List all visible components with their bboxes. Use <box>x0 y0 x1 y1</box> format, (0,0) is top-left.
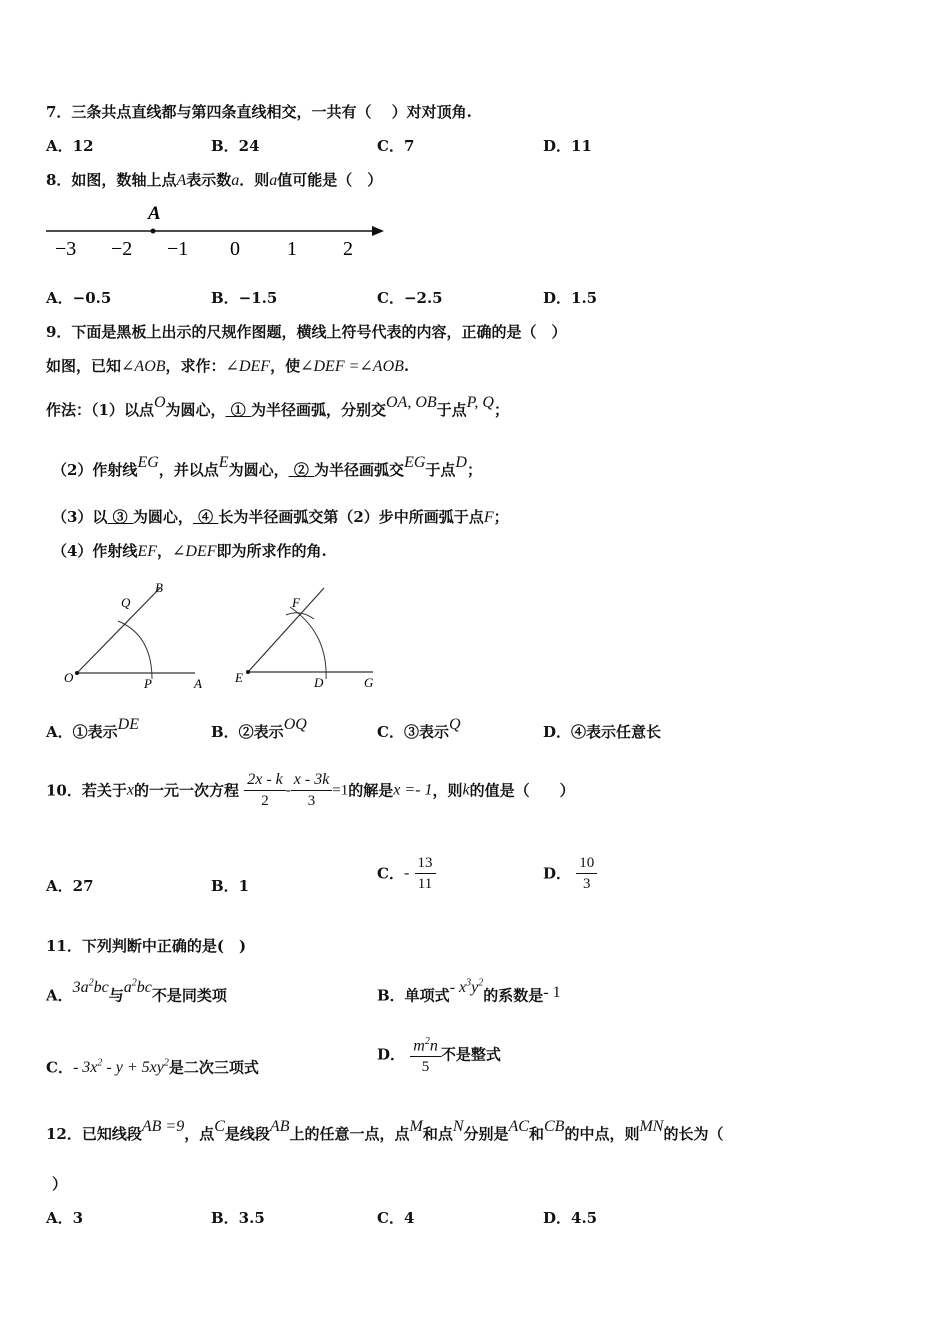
q8-option-b: B．−1.5 <box>211 289 278 307</box>
label-a: A <box>194 676 202 691</box>
q11-a-expr1: $3a^2bc$ <box>72 978 109 997</box>
label-q: Q <box>121 595 131 610</box>
tick-label-neg1: −1 <box>167 238 189 260</box>
q9-option-b: B．②表示OQ <box>211 716 307 741</box>
q10-option-c-fraction: $\frac{13}{11}$ <box>415 853 436 894</box>
q9-step-3: （3）以 ③ 为圆心， ④ 长为半径画弧交第（2）步中所画弧于点F； <box>52 508 509 526</box>
q7-option-b: B．24 <box>211 137 260 155</box>
q11-c-polynomial: - $3x^2 - y + 5xy^2$ <box>72 1058 169 1077</box>
q8-option-d: D．1.5 <box>543 289 598 307</box>
label-f: F <box>292 595 300 610</box>
q10-option-c: C．- $\frac{13}{11}$ <box>377 853 436 894</box>
q10-option-d-fraction: $\frac{10}{3}$ <box>576 853 597 894</box>
q11-stem: 11．下列判断中正确的是( ) <box>46 937 247 955</box>
number-line-ticks <box>55 238 353 260</box>
label-o: O <box>64 670 74 685</box>
label-d: D <box>314 675 324 690</box>
q11-option-a: A．$3a^2bc$与$a^2bc$不是同类项 <box>46 978 227 1005</box>
number-line-figure <box>40 200 390 265</box>
q11-option-b: B．单项式- $x^3y^2$的系数是- 1 <box>377 978 561 1005</box>
q12-stem: 12．已知线段AB =9，点C是线段AB上的任意一点，点M和点N分别是AC和CB的中点，则MN的长为（ <box>46 1118 724 1143</box>
q12-stem-close: ） <box>52 1175 68 1193</box>
q12-option-a: A．3 <box>46 1209 84 1227</box>
q9-option-d: D．④表示任意长 <box>543 723 662 741</box>
label-e: E <box>235 670 243 685</box>
q11-option-d: D． $\frac{m^2n}{5}$ 不是整式 <box>377 1032 501 1077</box>
q9-step-2: （2）作射线EG，并以点E为圆心， ② 为半径画弧交EG于点D； <box>52 454 482 479</box>
q9-step-1: 作法：（1）以点O为圆心， ① 为半径画弧，分别交OA, OB于点P, Q； <box>46 394 509 419</box>
q10-option-a: A．27 <box>46 877 94 895</box>
ray-ef <box>248 588 324 672</box>
q11-a-expr2: $a^2bc$ <box>123 978 152 997</box>
q8-option-a: A．−0.5 <box>46 289 112 307</box>
label-b: B <box>155 580 163 595</box>
tick-label-1: 1 <box>287 238 297 260</box>
tick-label-2: 2 <box>343 238 353 260</box>
q12-option-b: B．3.5 <box>211 1209 265 1227</box>
q12-option-c: C．4 <box>377 1209 415 1227</box>
q7-option-c: C．7 <box>377 137 415 155</box>
label-p: P <box>144 676 152 691</box>
arc-pq <box>118 621 152 679</box>
label-g: G <box>364 675 374 690</box>
q11-b-monomial: - $x^3y^2$ <box>449 978 484 997</box>
point-e-dot <box>246 670 250 674</box>
q10-option-b: B．1 <box>211 877 250 895</box>
q7-option-a: A．12 <box>46 137 94 155</box>
q9-option-c: C．③表示Q <box>377 716 461 741</box>
q10-stem: 10．若关于x的一元一次方程 $\frac{2x - k}{2}$ - $\frac{x - 3k}{3}$ =1的解是x =- 1，则k的值是（ ） <box>46 771 575 809</box>
arc-df <box>290 607 326 679</box>
q9-step-4: （4）作射线EF，∠DEF即为所求作的角. <box>52 542 327 560</box>
q10-fraction-2: $\frac{x - 3k}{3}$ <box>291 770 333 811</box>
q10-fraction-1: $\frac{2x - k}{2}$ <box>244 770 286 811</box>
q8-option-c: C．−2.5 <box>377 289 443 307</box>
q10-option-d: D． $\frac{10}{3}$ <box>543 853 597 894</box>
q7-stem: 7．三条共点直线都与第四条直线相交，一共有（ ）对对顶角. <box>46 103 472 121</box>
tick-label-0: 0 <box>230 238 240 260</box>
q8-stem: 8．如图，数轴上点A表示数a．则a值可能是（ ） <box>46 171 383 189</box>
tick-label-neg3: −3 <box>55 238 77 260</box>
point-a-label: A <box>148 203 161 224</box>
q11-d-fraction: $\frac{m^2n}{5}$ <box>410 1032 441 1077</box>
ray-ob <box>77 588 160 673</box>
construction-figure-aob <box>60 575 220 695</box>
q9-option-a: A．①表示DE <box>46 716 139 741</box>
q11-option-c: C．- $3x^2 - y + 5xy^2$是二次三项式 <box>46 1058 259 1077</box>
number-line-arrow <box>372 226 384 236</box>
tick-label-neg2: −2 <box>111 238 133 260</box>
point-a-dot <box>151 229 156 234</box>
q12-option-d: D．4.5 <box>543 1209 598 1227</box>
q9-stem: 9．下面是黑板上出示的尺规作图题，横线上符号代表的内容，正确的是（ ） <box>46 323 567 341</box>
q7-option-d: D．11 <box>543 137 592 155</box>
q9-given: 如图，已知∠AOB，求作：∠DEF，使∠DEF =∠AOB. <box>46 357 410 375</box>
point-o-dot <box>75 671 79 675</box>
construction-figure-def <box>228 575 388 695</box>
